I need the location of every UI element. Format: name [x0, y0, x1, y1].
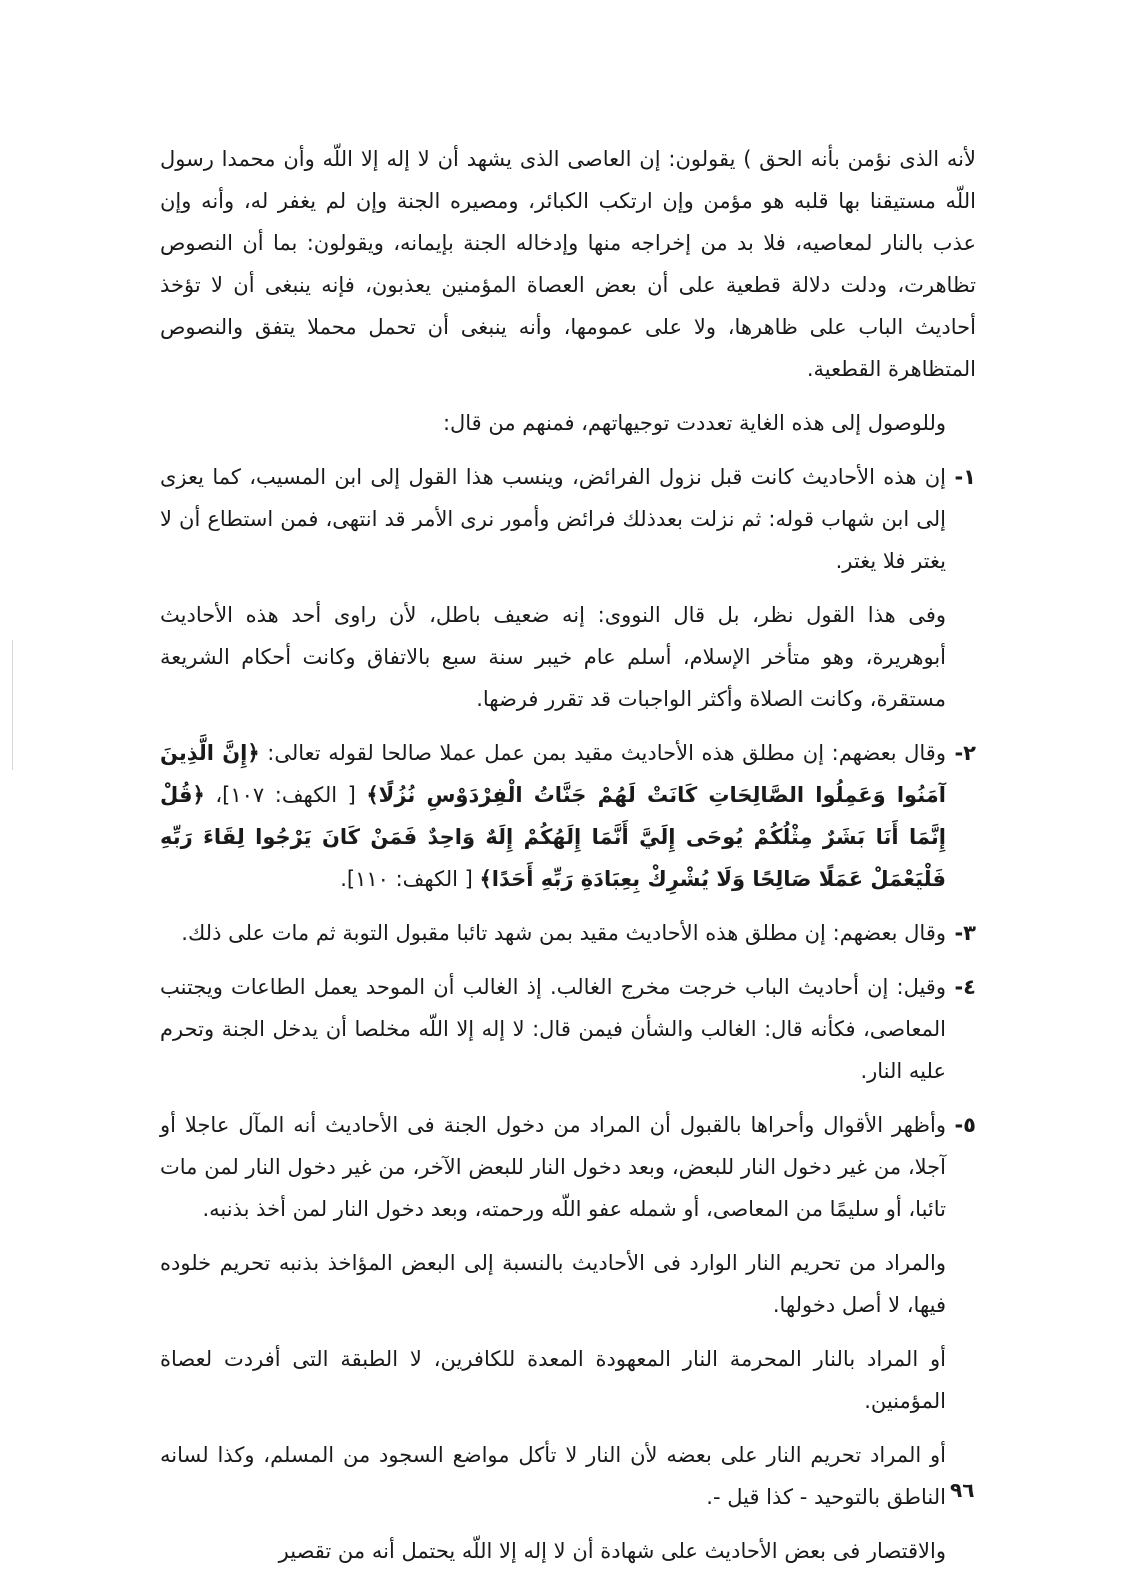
list-item-text-intro: وقال بعضهم: إن مطلق هذه الأحاديث مقيد بمن عمل عملا صالحا لقوله تعالى: [259, 741, 946, 765]
list-item-text: وقال بعضهم: إن مطلق هذه الأحاديث مقيد بمن شهد تائبا مقبول التوبة ثم مات على ذلك. [181, 921, 946, 945]
scan-edge-mark [12, 640, 13, 770]
paragraph-fire-disbelievers: أو المراد بالنار المحرمة النار المعهودة المعدة للكافرين، لا الطبقة التى أفردت لعصاة المؤمنين. [160, 1347, 946, 1413]
list-item-number: ٤- [954, 975, 976, 999]
list-item-3 [160, 912, 976, 954]
paragraph-nawawi-critique: وفى هذا القول نظر، بل قال النووى: إنه ضعيف باطل، لأن راوى أحد هذه الأحاديث أبوهريرة، وهو متأخر الإسلام، أسلم عام خيبر سنة سبع بالاتفاق وكانت أحكام الشريعة مستقرة، وكانت الصلاة وأكثر الواجبات قد تقرر فرضها. [160, 603, 946, 711]
paragraph-shahada-brevity: والاقتصار فى بعض الأحاديث على شهادة أن لا إله إلا اللّه يحتمل أنه من تقصير [278, 1539, 946, 1563]
list-item-text: وأظهر الأقوال وأحراها بالقبول أن المراد من دخول الجنة فى الأحاديث أنه المآل عاجلا أو آجلا، من غير دخول النار للبعض، وبعد دخول النار للبعض الآخر، من غير دخول النار لمن مات تائبا، أو سليمًا من المعاصى، أو شمله عفو اللّه ورحمته، وبعد دخول النار لمن أخذ بذنبه. [160, 1113, 946, 1221]
quran-verse-kahf-110: ﴿قُلْ إِنَّمَا أَنَا بَشَرٌ مِثْلُكُمْ يُوحَى إِلَيَّ أَنَّمَا إِلَهُكُمْ إِلَهٌ وَاحِدٌ فَمَنْ كَانَ يَرْجُوا لِقَاءَ رَبِّهِ فَلْيَعْمَلْ عَمَلًا صَالِحًا وَلَا يُشْرِكْ بِعِبَادَةِ رَبِّهِ أَحَدًا﴾ [160, 783, 946, 891]
paragraph-approaches: وللوصول إلى هذه الغاية تعددت توجيهاتهم، فمنهم من قال: [442, 411, 946, 435]
list-item-4 [160, 966, 976, 1092]
verse-reference-kahf-107: [ الكهف: ١٠٧]، [204, 783, 356, 807]
paragraph-fire-prohibition: والمراد من تحريم النار الوارد فى الأحاديث بالنسبة إلى البعض المؤاخذ بذنبه تحريم خلوده فيها، لا أصل دخولها. [160, 1251, 946, 1317]
list-item-5 [160, 1104, 976, 1230]
paragraph-intro: لأنه الذى نؤمن بأنه الحق ) يقولون: إن العاصى الذى يشهد أن لا إله إلا اللّه وأن محمدا رسول اللّه مستيقنا بها قلبه هو مؤمن وإن ارتكب الكبائر، ومصيره الجنة وإن لم يغفر له، وأنه وإن عذب بالنار لمعاصيه، فلا بد من إخراجه منها وإدخاله الجنة بإيمانه، ويقولون: بما أن النصوص تظاهرت، ودلت دلالة قطعية على أن بعض العصاة المؤمنين يعذبون، فإنه ينبغى أن لا تؤخذ أحاديث الباب على ظاهرها، ولا على عمومها، وأنه ينبغى أن تحمل محملا يتفق والنصوص المتظاهرة القطعية. [160, 147, 976, 381]
list-item-number: ١- [954, 465, 976, 489]
quran-verse-kahf-107: ﴿إِنَّ الَّذِينَ آمَنُوا وَعَمِلُوا الصَّالِحَاتِ كَانَتْ لَهُمْ جَنَّاتُ الْفِرْدَوْسِ نُزُلًا﴾ [160, 741, 946, 807]
verse-reference-kahf-110: [ الكهف: ١١٠]. [340, 867, 473, 891]
list-item-number: ٣- [954, 921, 976, 945]
page-number: ٩٦ [950, 1478, 975, 1502]
paragraph-fire-partial: أو المراد تحريم النار على بعضه لأن النار لا تأكل مواضع السجود من المسلم، وكذا لسانه الناطق بالتوحيد - كذا قيل -. [160, 1443, 946, 1509]
list-item-text [160, 732, 946, 900]
list-item-text: إن هذه الأحاديث كانت قبل نزول الفرائض، وينسب هذا القول إلى ابن المسيب، كما يعزى إلى ابن شهاب قوله: ثم نزلت بعدذلك فرائض وأمور نرى الأمر قد انتهى، فمن استطاع أن لا يغتر فلا يغتر. [160, 465, 946, 573]
list-item-number: ٥- [954, 1113, 976, 1137]
list-item-1 [160, 456, 976, 582]
list-item-number: ٢- [954, 741, 976, 765]
list-item-2 [160, 732, 976, 900]
list-item-text: وقيل: إن أحاديث الباب خرجت مخرج الغالب. إذ الغالب أن الموحد يعمل الطاعات ويجتنب المعاصى، فكأنه قال: الغالب والشأن فيمن قال: لا إله إلا اللّه مخلصا أن يدخل الجنة وتحرم عليه النار. [160, 975, 946, 1083]
